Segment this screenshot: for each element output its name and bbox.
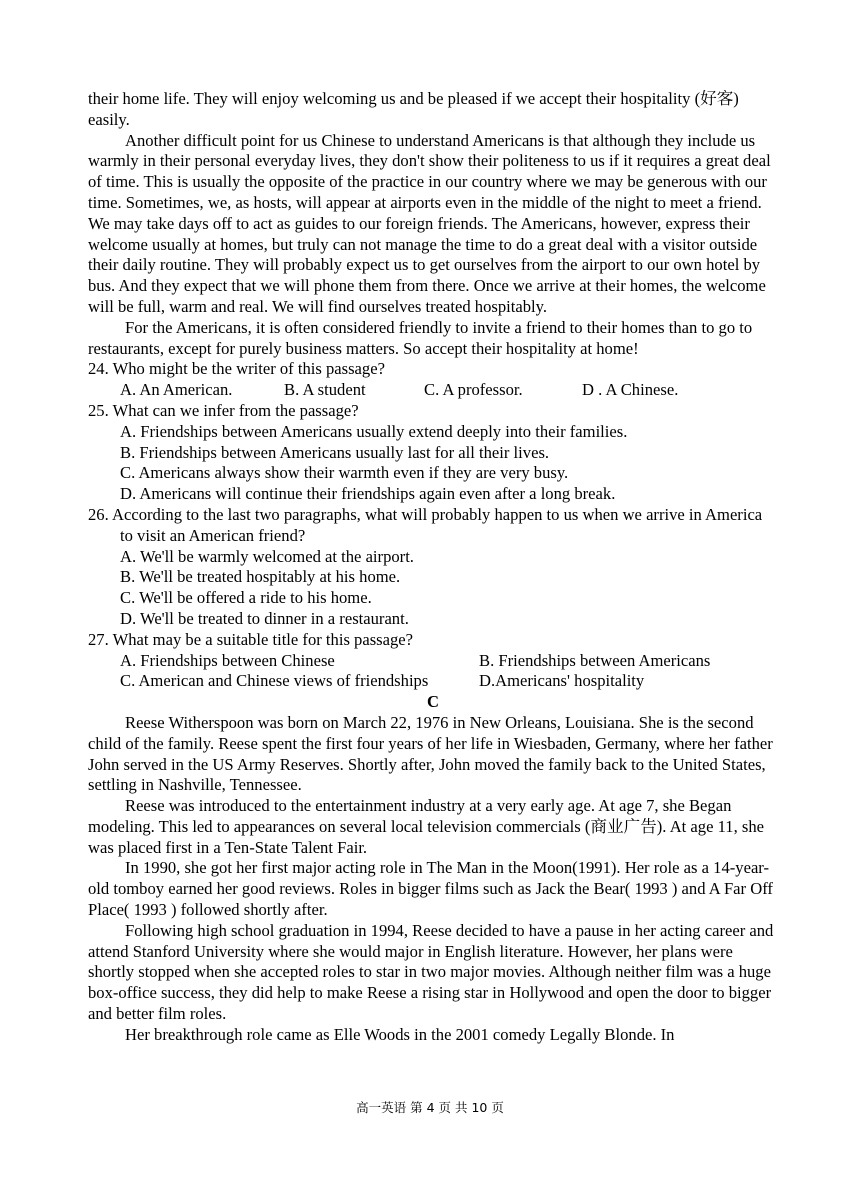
paragraph: Reese was introduced to the entertainment industry at a very early age. At age 7, she Began modeling. This led to appearances on several local television commercials (商业广告). At age 11, she was placed first in a Ten-State Talent Fair. — [88, 796, 764, 857]
q25-option-c: C. Americans always show their warmth even if they are very busy. — [120, 463, 569, 483]
q27-option-d: D.Americans' hospitality — [479, 671, 645, 691]
paragraph: their home life. They will enjoy welcoming us and be pleased if we accept their hospitality (好客) easily. — [88, 89, 739, 129]
q27-option-b: B. Friendships between Americans — [479, 650, 711, 670]
question-24: 24. Who might be the writer of this passage? — [88, 359, 385, 379]
paragraph: Following high school graduation in 1994, Reese decided to have a pause in her acting career and attend Stanford University where she would major in English literature. However, her plans were shortly stopped when she accepted roles to star in two major movies. Although neither film was a huge box-office success, they did help to make Reese a rising star in Hollywood and open the door to bigger and better film roles. — [88, 920, 774, 1024]
q24-option-a: A. An American. — [120, 380, 233, 400]
paragraph: Another difficult point for us Chinese to understand Americans is that although they include us warmly in their personal everyday lives, they don't show their politeness to us if it requires a great deal of time. This is usually the opposite of the practice in our country where we may be generous with our time. Sometimes, we, as hosts, will appear at airports even in the middle of the night to meet a friend. We may take days off to act as guides to our foreign friends. The Americans, however, express their welcome usually at homes, but truly can not manage the time to do a great deal with a visitor outside their daily routine. They will probably expect us to get ourselves from the airport to our own hotel by bus. And they expect that we will phone them from there. Once we arrive at their homes, the welcome will be full, warm and real. We will find ourselves treated hospitably. — [88, 130, 771, 316]
q24-option-b: B. A student — [284, 380, 366, 400]
q24-option-d: D . A Chinese. — [582, 380, 679, 400]
paragraph: For the Americans, it is often considered friendly to invite a friend to their homes than to go to restaurants, except for purely business matters. So accept their hospitality at home! — [88, 317, 753, 358]
q24-options — [88, 380, 778, 401]
page-content — [88, 89, 778, 1046]
q26-option-c: C. We'll be offered a ride to his home. — [120, 588, 372, 608]
q27-options-row-2 — [88, 671, 778, 692]
q26-option-d: D. We'll be treated to dinner in a restaurant. — [120, 608, 409, 628]
page-footer: 高一英语 第 4 页 共 10 页 — [356, 1100, 504, 1115]
q24-option-c: C. A professor. — [424, 380, 523, 400]
q25-option-a: A. Friendships between Americans usually extend deeply into their families. — [120, 421, 628, 441]
paragraph: Her breakthrough role came as Elle Woods in the 2001 comedy Legally Blonde. In — [125, 1024, 675, 1044]
q27-option-a: A. Friendships between Chinese — [120, 650, 335, 670]
q25-option-b: B. Friendships between Americans usually last for all their lives. — [120, 442, 550, 462]
paragraph: Reese Witherspoon was born on March 22, 1976 in New Orleans, Louisiana. She is the second child of the family. Reese spent the first four years of her life in Wiesbaden, Germany, where her father John served in the US Army Reserves. Shortly after, John moved the family back to the United States, settling in Nashville, Tennessee. — [88, 712, 773, 795]
question-27: 27. What may be a suitable title for this passage? — [88, 629, 414, 649]
q27-options-row-1 — [88, 651, 778, 672]
q26-option-b: B. We'll be treated hospitably at his home. — [120, 567, 401, 587]
paragraph: In 1990, she got her first major acting role in The Man in the Moon(1991). Her role as a 14-year-old tomboy earned her good reviews. Roles in bigger films such as Jack the Bear( 1993 ) and A Far Off Place( 1993 ) followed shortly after. — [88, 858, 773, 920]
q27-option-c: C. American and Chinese views of friendships — [120, 671, 429, 691]
q25-option-d: D. Americans will continue their friendships again even after a long break. — [120, 484, 616, 504]
question-26: 26. According to the last two paragraphs, what will probably happen to us when we arrive in America to visit an American friend? — [88, 504, 763, 545]
section-c-heading: C — [427, 692, 439, 712]
question-25: 25. What can we infer from the passage? — [88, 400, 359, 420]
q26-option-a: A. We'll be warmly welcomed at the airport. — [120, 546, 414, 566]
